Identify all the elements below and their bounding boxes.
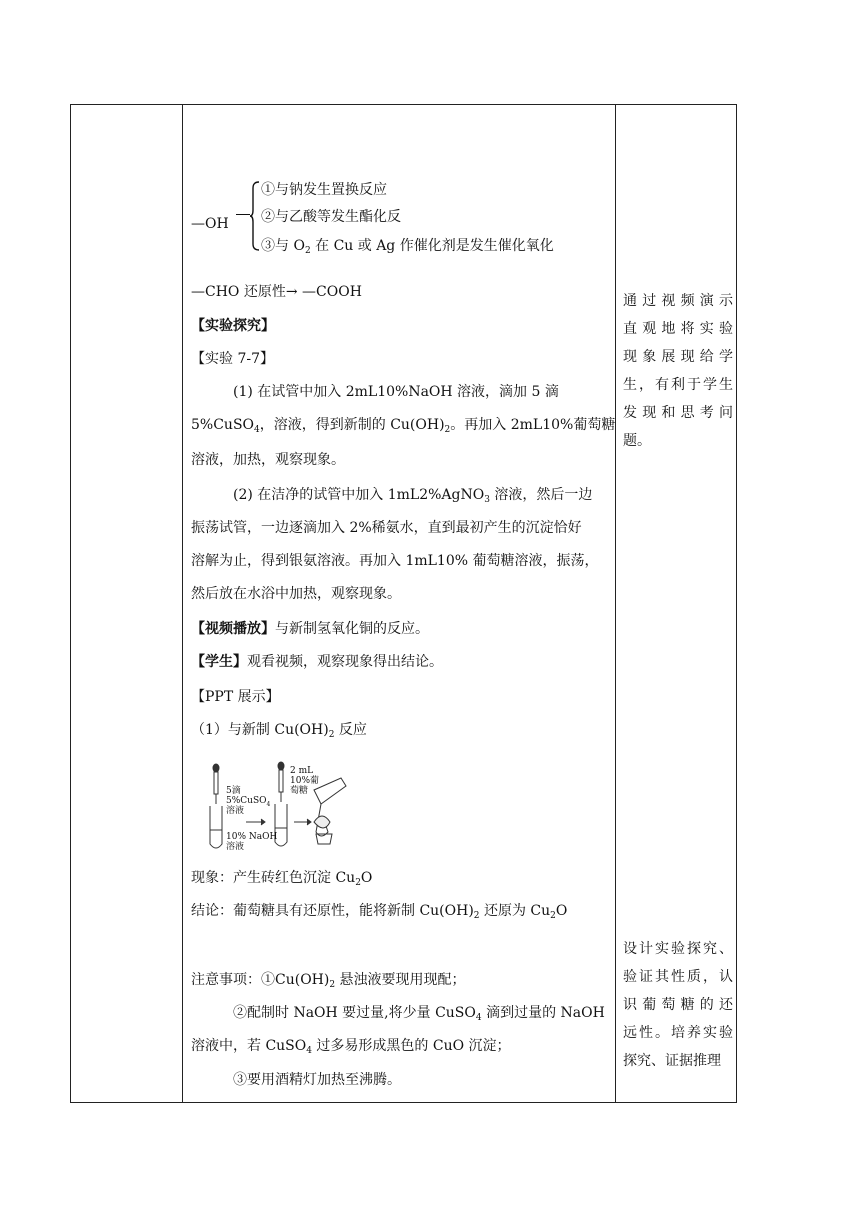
explore-title: 【实验探究】 xyxy=(191,318,275,334)
figure-label-ml: 2 mL xyxy=(290,766,314,776)
exp2-line-4: 然后放在水浴中加热，观察现象。 xyxy=(191,586,401,602)
oh-item-2: ②与乙酸等发生酯化反 xyxy=(261,209,401,225)
figure-label-cuso4: 5%CuSO$_4$ xyxy=(226,796,271,808)
ppt-title: 【PPT 展示】 xyxy=(191,689,280,705)
figure-label-glucose: 萄糖 xyxy=(290,786,309,796)
exp2-line-1: (2) 在洁净的试管中加入 1mL2%AgNO$_3$ 溶液，然后一边 xyxy=(233,487,593,505)
oh-item-1: ①与钠发生置换反应 xyxy=(261,182,387,198)
oh-connector xyxy=(236,214,250,215)
ppt-item: （1）与新制 $Cu(OH)_2$ 反应 xyxy=(191,722,367,740)
cho-line: —CHO 还原性→ —COOH xyxy=(191,284,362,300)
figure-label-drops: 5滴 xyxy=(226,786,241,796)
notes-line-3: 溶液中，若 CuSO$_4$ 过多易形成黑色的 CuO 沉淀； xyxy=(191,1038,511,1056)
exp2-line-2: 振荡试管，一边逐滴加入 2%稀氨水，直到最初产生的沉淀恰好 xyxy=(191,520,582,536)
exp1-line-3: 溶液，加热，观察现象。 xyxy=(191,452,345,468)
exp1-line-1: (1) 在试管中加入 2mL10%NaOH 溶液，滴加 5 滴 xyxy=(233,384,559,400)
phenomenon-line: 现象：产生砖红色沉淀 $Cu_2O$ xyxy=(191,870,373,888)
conclusion-line: 结论：葡萄糖具有还原性，能将新制 $Cu(OH)_2$ 还原为 $Cu_2O$ xyxy=(191,903,568,921)
exp1-line-2: 5%CuSO$_4$，溶液，得到新制的 $Cu(OH)_2$。再加入 2mL10%葡萄糖 xyxy=(191,417,616,435)
figure-label-pct: 10%葡 xyxy=(290,776,320,786)
exp-title: 【实验 7-7】 xyxy=(191,351,274,367)
figure-label-naoh: 10% NaOH xyxy=(226,832,278,842)
brace-icon xyxy=(250,180,260,252)
oh-item-3: ③与 $O_2$ 在 Cu 或 Ag 作催化剂是发生催化氧化 xyxy=(261,238,554,256)
notes-line-2: ②配制时 NaOH 要过量,将少量 CuSO$_4$ 滴到过量的 NaOH xyxy=(233,1005,605,1023)
oh-label: —OH xyxy=(191,216,229,232)
column-divider-2 xyxy=(615,104,616,1103)
side-note-1: 通过视频演示 直观地将实验 现象展现给学 生，有利于学生 发现和思考问 题。 xyxy=(623,293,733,449)
figure-label-solution: 溶液 xyxy=(226,806,245,816)
column-divider-1 xyxy=(182,104,183,1103)
side-note-2: 设计实验探究、 验证其性质，认 识葡萄糖的还 远性。培养实验 探究、证据推理 xyxy=(623,941,733,1069)
notes-line-1: 注意事项：$①Cu(OH)_2$ 悬浊液要现用现配； xyxy=(191,972,466,990)
exp2-line-3: 溶解为止，得到银氨溶液。再加入 1mL10% 葡萄糖溶液，振荡， xyxy=(191,553,599,569)
figure-label-naoh-solution: 溶液 xyxy=(226,842,245,852)
notes-line-4: ③要用酒精灯加热至沸腾。 xyxy=(233,1072,401,1088)
student-line: 【学生】观看视频，观察现象得出结论。 xyxy=(191,654,443,670)
experiment-figure xyxy=(196,760,356,852)
video-line: 【视频播放】与新制氢氧化铜的反应。 xyxy=(191,621,429,637)
